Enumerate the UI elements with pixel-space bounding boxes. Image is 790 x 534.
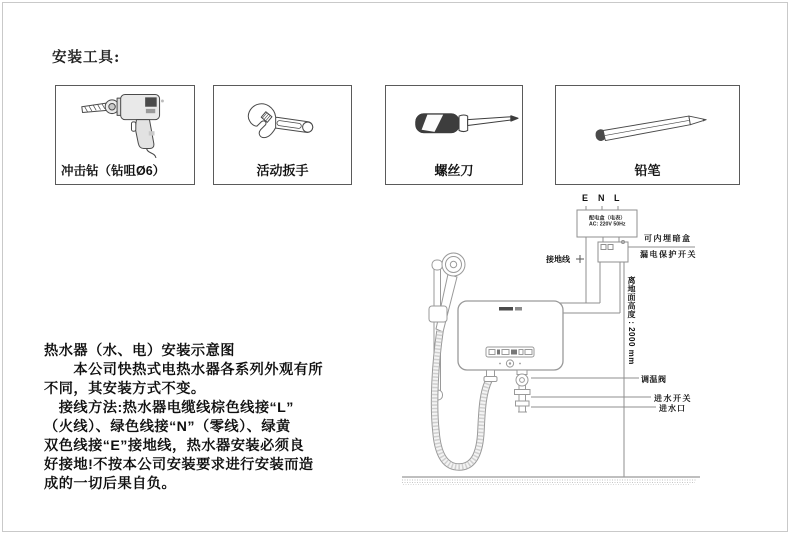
temp-valve-wheel	[516, 374, 528, 386]
notes-line: 好接地!不按本公司安装要求进行安装而造	[44, 457, 314, 473]
floor-line	[402, 477, 700, 485]
inlet-valve-assembly	[515, 370, 531, 412]
power-conduit	[560, 262, 620, 313]
tool-box-adjustable-wrench	[213, 85, 352, 185]
terminal-n-label: N	[598, 193, 605, 203]
rail-slider	[429, 306, 447, 322]
notes-line: 不同，其安装方式不变。	[44, 381, 206, 397]
ground-wire-label: 接地线	[546, 255, 570, 264]
brand-logo	[499, 307, 513, 311]
impact-drill-icon	[58, 88, 192, 160]
tool-label-adjustable-wrench: 活动扳手	[256, 163, 309, 178]
pencil-icon	[558, 88, 737, 160]
ground-connection-mark	[576, 255, 584, 263]
distribution-box-label: 配电盒（电表） AC: 220V 50Hz	[588, 215, 626, 228]
notes-line: 成的一切后果自负。	[44, 476, 177, 492]
concealed-box-label: 可内埋暗盒	[644, 234, 692, 243]
terminal-l-label: L	[614, 193, 620, 203]
diagram-title: 热水器（水、电）安装示意图	[44, 343, 235, 359]
temp-valve-label: 调温阀	[641, 375, 667, 384]
tools-heading: 安装工具:	[52, 49, 121, 66]
height-label: 离地面高度 : 2000 mm	[627, 276, 636, 365]
notes-line: 本公司快热式电热水器各系列外观有所	[44, 362, 324, 378]
tool-box-impact-drill	[55, 85, 195, 185]
water-heater	[458, 301, 563, 370]
screwdriver-icon	[388, 88, 520, 160]
tool-box-pencil	[555, 85, 740, 185]
notes-line: （火线）、绿色线接“N”（零线）、绿黄	[44, 419, 291, 435]
tool-box-screwdriver	[385, 85, 523, 185]
notes-line: 双色线接“E”接地线，热水器安装必须良	[44, 438, 305, 454]
tool-label-pencil: 铅笔	[634, 163, 661, 178]
tool-label-screwdriver: 螺丝刀	[434, 163, 474, 178]
tool-label-impact-drill: 冲击钻（钻咀Ø6）	[61, 164, 166, 178]
adjustable-wrench-icon	[216, 88, 349, 160]
installation-diagram	[400, 190, 790, 534]
leakage-switch	[598, 241, 628, 263]
inlet-label: 进水口	[659, 404, 686, 413]
installation-notes	[44, 342, 344, 494]
notes-line: 接线方法:热水器电缆线棕色线接“L”	[44, 400, 294, 416]
hose-fitting	[484, 370, 497, 382]
terminal-e-label: E	[582, 193, 589, 203]
inlet-switch-label: 进水开关	[654, 394, 692, 403]
leakage-switch-label: 漏电保护开关	[640, 250, 697, 259]
